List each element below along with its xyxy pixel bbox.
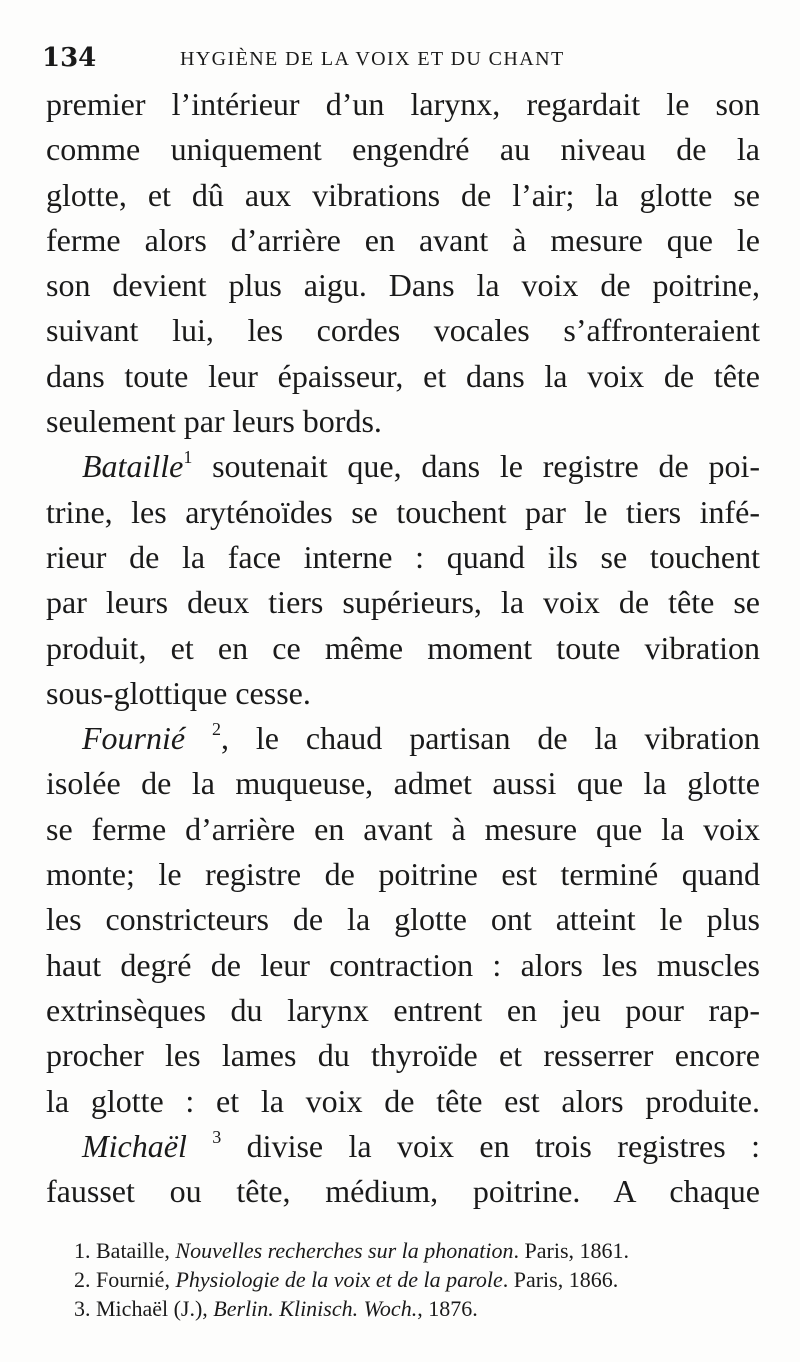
page-number: 134 <box>42 43 97 73</box>
text-line <box>46 490 760 535</box>
italic-text: Nouvelles recherches sur la phonation <box>175 1238 514 1263</box>
footnotes <box>74 1236 764 1323</box>
text-run: produit, et en ce même moment toute vibration <box>46 629 760 666</box>
text-line <box>46 399 760 444</box>
text-line <box>46 308 760 353</box>
text-line <box>46 807 760 852</box>
text-line <box>46 1124 760 1169</box>
text-run: 2. Fournié, <box>74 1267 176 1292</box>
text-line <box>46 897 760 942</box>
text-run: extrinsèques du larynx entrent en jeu pour rap- <box>46 991 760 1028</box>
text-run: haut degré de leur contraction : alors les muscles <box>46 946 760 983</box>
text-run: dans toute leur épaisseur, et dans la voix de tête <box>46 357 760 394</box>
footnote <box>74 1294 764 1323</box>
text-run: , le chaud partisan de la vibration <box>221 720 760 757</box>
footnote-ref: 2 <box>212 719 221 740</box>
text-run: premier l’intérieur d’un larynx, regardait le son <box>46 86 760 122</box>
running-title: HYGIÈNE DE LA VOIX ET DU CHANT <box>180 48 565 70</box>
footnote-ref: 1 <box>183 447 193 468</box>
text-line <box>46 82 760 127</box>
text-line <box>46 716 760 761</box>
text-run: 1. Bataille, <box>74 1238 176 1263</box>
text-line <box>46 943 760 988</box>
text-line <box>46 1079 760 1124</box>
text-run: ferme alors d’arrière en avant à mesure que le <box>46 221 760 258</box>
italic-text: Physiologie de la voix et de la parole <box>175 1267 503 1292</box>
text-run: rieur de la face interne : quand ils se touchent <box>46 538 760 575</box>
text-run: fausset ou tête, médium, poitrine. A chaque <box>46 1173 760 1210</box>
text-run: monte; le registre de poitrine est terminé quand <box>46 856 760 893</box>
text-run: . Paris, 1866. <box>502 1267 619 1292</box>
text-run: se ferme d’arrière en avant à mesure que la voix <box>46 810 760 847</box>
running-head <box>40 40 760 76</box>
text-run: 3. Michaël (J.), <box>74 1296 214 1321</box>
text-run: sous-glottique cesse. <box>46 674 311 711</box>
text-run: isolée de la muqueuse, admet aussi que la glotte <box>46 765 760 802</box>
text-line <box>46 1033 760 1078</box>
footnote-ref: 3 <box>212 1126 222 1147</box>
footnote <box>74 1236 764 1265</box>
text-run <box>187 1128 212 1164</box>
text-line <box>46 444 760 489</box>
text-run: les constricteurs de la glotte ont atteint le plus <box>46 901 760 938</box>
text-run: glotte, et dû aux vibrations de l’air; la glotte se <box>46 176 760 213</box>
text-run <box>185 720 212 756</box>
text-run: comme uniquement engendré au niveau de la <box>46 131 760 168</box>
text-run: suivant lui, les cordes vocales s’affronteraient <box>46 312 760 349</box>
text-line <box>46 671 760 716</box>
text-line <box>46 1169 760 1214</box>
text-run: par leurs deux tiers supérieurs, la voix de tête se <box>46 584 760 621</box>
text-line <box>46 761 760 806</box>
text-line <box>46 988 760 1033</box>
footnote <box>74 1265 764 1294</box>
italic-text: Fournié <box>82 720 186 757</box>
italic-text: Berlin. Klinisch. Woch. <box>213 1296 418 1321</box>
text-line <box>46 535 760 580</box>
text-run: la glotte : et la voix de tête est alors produite. <box>46 1082 760 1119</box>
text-line <box>46 263 760 308</box>
text-line <box>46 626 760 671</box>
text-run: seulement par leurs bords. <box>46 403 382 440</box>
italic-text: Bataille <box>82 448 184 485</box>
text-run: son devient plus aigu. Dans la voix de poitrine, <box>46 267 760 304</box>
body-text <box>46 82 760 1214</box>
text-line <box>46 852 760 897</box>
text-run: , 1876. <box>417 1296 478 1321</box>
text-line <box>46 354 760 399</box>
text-line <box>46 173 760 218</box>
text-line <box>46 580 760 625</box>
text-run: . Paris, 1861. <box>513 1238 630 1263</box>
text-run: soutenait que, dans le registre de poi- <box>192 448 760 485</box>
text-run: procher les lames du thyroïde et resserrer encore <box>46 1037 760 1074</box>
text-line <box>46 127 760 172</box>
text-run: trine, les aryténoïdes se touchent par le tiers infé- <box>46 493 760 530</box>
italic-text: Michaël <box>82 1127 187 1164</box>
text-run: divise la voix en trois registres : <box>221 1127 760 1164</box>
text-line <box>46 218 760 263</box>
